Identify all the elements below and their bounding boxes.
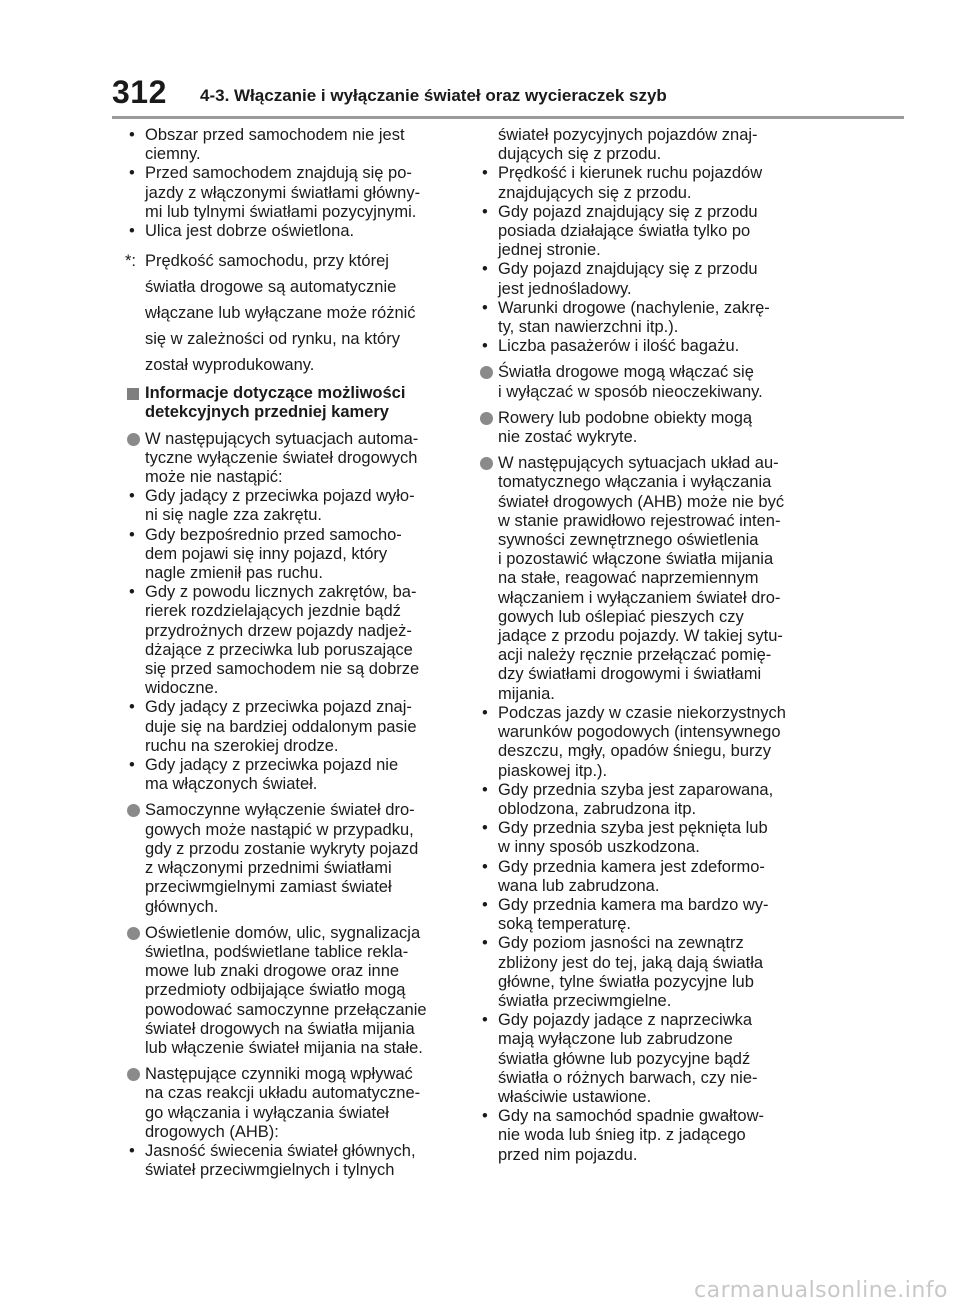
text-line: ciemny. [145,145,201,164]
text-line: z włączonymi przednimi światłami [145,859,392,878]
text-line: • Przed samochodem znajdują się po- [145,164,412,183]
bullet-list [125,1142,458,1180]
text-line: • Warunki drogowe (nachylenie, zakrę- [498,298,770,317]
text-line: został wyprodukowany. [145,356,315,375]
circle-bullet-icon [127,433,140,446]
text-line: świateł drogowych (AHB) może nie być [498,492,785,511]
text-line: Samoczynne wyłączenie świateł dro- [145,801,415,820]
left-column [125,126,458,1180]
text-line: powodować samoczynne przełączanie [145,1000,427,1019]
text-line: ni się nagle zza zakrętu. [145,506,323,525]
list-item [478,781,808,819]
list-item [478,164,808,202]
text-line: włączane lub wyłączane może różnić [145,304,416,323]
text-line: jazdy z włączonymi światłami główny- [145,183,421,202]
text-line: posiada działające światła tylko po [498,222,751,241]
list-item [125,1142,458,1180]
text-line: i wyłączać w sposób nieoczekiwany. [498,382,763,401]
paragraph-text [145,801,458,916]
paragraph-text [498,363,808,401]
text-line: • Gdy jadący z przeciwka pojazd wyło- [145,487,415,506]
paragraph [478,363,808,401]
text-line: światła o różnych barwach, czy nie- [498,1068,758,1087]
text-line: Oświetlenie domów, ulic, sygnalizacja [145,923,421,942]
text-line: na stałe, reagować naprzemiennym [498,569,759,588]
text-line: piaskowej itp.). [498,761,608,780]
paragraph-text [145,1065,458,1142]
text-line: się przed samochodem nie są dobrze [145,660,420,679]
bullet-list [478,704,808,1165]
paragraph-text [498,409,808,447]
text-line: • Liczba pasażerów i ilość bagażu. [498,337,740,356]
text-line: dem pojawi się inny pojazd, który [145,544,388,563]
text-line: dżające z przeciwka lub poruszające [145,640,413,659]
text-line: gowych może nastąpić w przypadku, [145,820,414,839]
circle-bullet-icon [480,366,493,379]
text-line: soką temperaturę. [498,915,631,934]
text-line: mijania. [498,684,555,703]
text-line: gdy z przodu zostanie wykryty pojazd [145,839,419,858]
text-line: • Gdy bezpośrednio przed samocho- [145,525,402,544]
list-item [478,819,808,857]
text-line: świetlna, podświetlane tablice rekla- [145,942,409,961]
list-item [125,698,458,756]
list-item [125,526,458,584]
text-line: • Prędkość i kierunek ruchu pojazdów [498,164,763,183]
list-item [478,1011,808,1107]
list-item [478,299,808,337]
list-item [478,704,808,781]
text-line: • Jasność świecenia świateł głównych, [145,1141,416,1160]
text-line: rierek rozdzielających jezdnie bądź [145,602,401,621]
list-item [125,126,458,164]
section-heading [125,384,458,422]
text-line: przed nim pojazdu. [498,1145,638,1164]
circle-bullet-icon [127,927,140,940]
list-item [478,260,808,298]
text-line: lub włączenie świateł mijania na stałe. [145,1038,423,1057]
text-line: ty, stan nawierzchni itp.). [498,318,679,337]
text-line: • Podczas jazdy w czasie niekorzystnych [498,703,786,722]
section-title [145,384,458,422]
text-line: ruchu na szerokiej drodze. [145,736,339,755]
text-line: • Gdy z powodu licznych zakrętów, ba- [145,583,417,602]
bullet-list [125,487,458,794]
text-line: warunków pogodowych (intensywnego [498,723,781,742]
text-line: właściwie ustawione. [498,1087,652,1106]
text-line: Informacje dotyczące możliwości [145,384,406,403]
text-line: oblodzona, zabrudzona itp. [498,799,697,818]
paragraph [125,1065,458,1142]
continued-text [478,126,808,164]
text-line: • Gdy pojazdy jadące z naprzeciwka [498,1011,753,1030]
circle-bullet-icon [127,804,140,817]
text-line: Rowery lub podobne obiekty mogą [498,408,753,427]
text-line: nagle zmienił pas ruchu. [145,564,323,583]
text-line: tomatycznego włączania i wyłączania [498,473,772,492]
text-line: światła główne lub pozycyjne bądź [498,1049,751,1068]
text-line: mi lub tylnymi światłami pozycyjnymi. [145,202,417,221]
text-line: zbliżony jest do tej, jaką dają światła [498,953,764,972]
paragraph [125,924,458,1058]
text-line: mowe lub znaki drogowe oraz inne [145,962,400,981]
text-line: W następujących sytuacjach układ au- [498,454,779,473]
text-line: włączaniem i wyłączaniem świateł dro- [498,588,781,607]
text-line: świateł pozycyjnych pojazdów znaj- [498,126,758,144]
text-line: duje się na bardziej oddalonym pasie [145,717,417,736]
text-line: świateł przeciwmgielnych i tylnych [145,1161,395,1180]
text-line: dujących się z przodu. [498,145,662,164]
right-column [478,126,808,1165]
text-line: sywności zewnętrznego oświetlenia [498,531,759,550]
text-line: i pozostawić włączone światła mijania [498,550,774,569]
text-line: drogowych (AHB): [145,1122,279,1141]
text-line: gowych lub oślepiać pieszych czy [498,607,744,626]
bullet-list [478,164,808,356]
text-line: • Gdy jadący z przeciwka pojazd nie [145,756,399,775]
square-bullet-icon [127,388,139,400]
text-line: Prędkość samochodu, przy której [145,252,389,271]
text-line: tyczne wyłączenie świateł drogowych [145,448,418,467]
text-line: widoczne. [145,679,219,698]
text-line: • Gdy pojazd znajdujący się z przodu [498,202,758,221]
list-item [478,858,808,896]
paragraph-text [498,454,808,704]
paragraph [125,430,458,488]
text-line: światła przeciwmgielne. [498,991,672,1010]
text-line: się w zależności od rynku, na który [145,330,400,349]
bullet-list [125,126,458,241]
text-line: przedmioty odbijające światło mogą [145,981,406,1000]
text-line: ma włączonych świateł. [145,775,318,794]
paragraph-text [145,924,458,1058]
list-item [125,487,458,525]
page-number: 312 [112,74,167,110]
footnote [125,248,458,378]
list-item [478,203,808,261]
text-line: w stanie prawidłowo rejestrować inten- [498,511,781,530]
text-line: światła drogowe są automatycznie [145,278,397,297]
text-line: dzy światłami drogowymi i światłami [498,665,762,684]
text-line: deszczu, mgły, opadów śniegu, burzy [498,742,771,761]
footnote-text [145,248,458,378]
list-item [125,222,458,241]
text-line: • Gdy na samochód spadnie gwałtow- [498,1107,764,1126]
footnote-mark: *: [125,252,137,271]
text-line: • Gdy poziom jasności na zewnątrz [498,934,744,953]
text-line: • Gdy przednia kamera ma bardzo wy- [498,895,769,914]
text-line: go włączania i wyłączania świateł [145,1103,389,1122]
text-line: w inny sposób uszkodzona. [498,838,700,857]
text-line: jadące z przodu pojazdy. W takiej sytu- [498,627,783,646]
text-line: na czas reakcji układu automatyczne- [145,1084,421,1103]
text-line: Następujące czynniki mogą wpływać [145,1065,413,1084]
list-item [125,164,458,222]
paragraph [478,409,808,447]
text-line: • Gdy jadący z przeciwka pojazd znaj- [145,698,412,717]
watermark: carmanualsonline.info [694,1278,948,1303]
text-line: świateł drogowych na światła mijania [145,1019,415,1038]
text-line: Światła drogowe mogą włączać się [498,363,754,382]
paragraph [478,454,808,704]
header-rule [112,116,904,119]
text-line: wana lub zabrudzona. [498,876,660,895]
list-item [478,896,808,934]
text-line: acji należy ręcznie przełączać pomię- [498,646,772,665]
list-item [478,1107,808,1165]
chapter-title: 4-3. Włączanie i wyłączanie świateł oraz wycieraczek szyb [200,86,667,105]
circle-bullet-icon [480,412,493,425]
text-line: jest jednośladowy. [498,279,632,298]
circle-bullet-icon [127,1068,140,1081]
circle-bullet-icon [480,457,493,470]
text-line: • Gdy przednia kamera jest zdeformo- [498,857,765,876]
text-line: jednej stronie. [498,241,601,260]
text-line: znajdujących się z przodu. [498,183,692,202]
text-line: przeciwmgielnymi zamiast świateł [145,878,392,897]
text-line: może nie nastąpić: [145,468,283,487]
list-item [125,583,458,698]
text-line: mają wyłączone lub zabrudzone [498,1030,733,1049]
text-line: • Gdy przednia szyba jest pęknięta lub [498,819,768,838]
paragraph-text [145,430,458,488]
text-line: • Gdy pojazd znajdujący się z przodu [498,260,758,279]
text-line: głównych. [145,897,219,916]
text-line: • Gdy przednia szyba jest zaparowana, [498,780,774,799]
text-line: • Ulica jest dobrze oświetlona. [145,222,355,241]
list-item [125,756,458,794]
text-line: • Obszar przed samochodem nie jest [145,126,405,144]
text-line: główne, tylne światła pozycyjne lub [498,972,754,991]
list-item [478,934,808,1011]
text-line: W następujących sytuacjach automa- [145,429,419,448]
list-item [478,337,808,356]
page-header [112,74,904,118]
text-line: nie woda lub śnieg itp. z jadącego [498,1126,746,1145]
paragraph [125,801,458,916]
text-line: nie zostać wykryte. [498,428,638,447]
text-line: przydrożnych drzew pojazdy nadjeż- [145,621,412,640]
text-line: detekcyjnych przedniej kamery [145,403,389,422]
